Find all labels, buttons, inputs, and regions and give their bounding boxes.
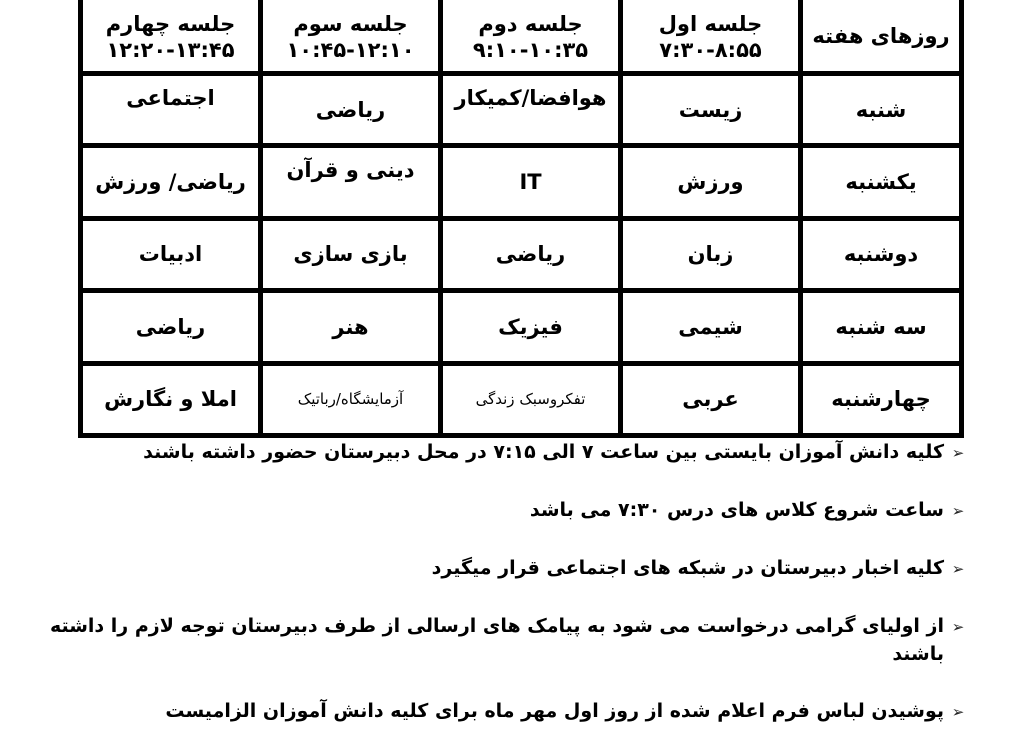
header-session-1 [623, 0, 798, 71]
session-time: ۷:۳۰-۸:۵۵ [659, 38, 762, 62]
class-cell: بازی سازی [263, 221, 438, 288]
day-cell: یکشنبه [803, 148, 959, 215]
class-cell: تفکروسبک زندگی [443, 366, 618, 433]
session-time: ۱۰:۴۵-۱۲:۱۰ [286, 38, 415, 62]
class-cell: ریاضی/ ورزش [83, 148, 258, 215]
session-time: ۹:۱۰-۱۰:۳۵ [472, 38, 589, 62]
class-cell: ریاضی [263, 76, 438, 143]
note-item [12, 697, 972, 726]
note-item [12, 612, 972, 668]
note-text: ساعت شروع کلاس های درس ۷:۳۰ می باشد [529, 499, 944, 521]
session-name: جلسه دوم [478, 11, 583, 36]
class-cell: IT [443, 148, 618, 215]
class-cell: زبان [623, 221, 798, 288]
day-cell: سه شنبه [803, 293, 959, 360]
arrow-bullet-icon: ➢ [951, 502, 965, 520]
class-cell: فیزیک [443, 293, 618, 360]
class-cell: آزمایشگاه/رباتیک [263, 366, 438, 433]
arrow-bullet-icon: ➢ [951, 560, 965, 578]
notes-list [12, 438, 972, 755]
note-text: پوشیدن لباس فرم اعلام شده از روز اول مهر ماه برای کلیه دانش آموزان الزامیست [165, 700, 944, 722]
class-cell: اجتماعی [83, 76, 258, 143]
session-name: جلسه اول [658, 11, 763, 36]
class-cell: ریاضی [83, 293, 258, 360]
header-session-2 [443, 0, 618, 71]
note-item [12, 496, 972, 525]
arrow-bullet-icon: ➢ [951, 618, 965, 636]
session-name: جلسه چهارم [105, 11, 236, 36]
class-cell: ورزش [623, 148, 798, 215]
arrow-bullet-icon: ➢ [951, 703, 965, 721]
day-cell: چهارشنبه [803, 366, 959, 433]
class-cell: دینی و قرآن [263, 148, 438, 215]
days-label: روزهای هفته [812, 24, 950, 48]
note-text: کلیه اخبار دبیرستان در شبکه های اجتماعی قرار میگیرد [431, 557, 944, 579]
header-session-3 [263, 0, 438, 71]
arrow-bullet-icon: ➢ [951, 444, 965, 462]
class-cell: ادبیات [83, 221, 258, 288]
class-cell: عربی [623, 366, 798, 433]
day-cell: شنبه [803, 76, 959, 143]
day-cell: دوشنبه [803, 221, 959, 288]
header-session-4 [83, 0, 258, 71]
class-cell: املا و نگارش [83, 366, 258, 433]
note-item [12, 554, 972, 583]
session-name: جلسه سوم [293, 11, 408, 36]
class-cell: هوافضا/کمیکار [443, 76, 618, 143]
session-time: ۱۲:۲۰-۱۳:۴۵ [106, 38, 235, 62]
note-text: کلیه دانش آموزان بایستی بین ساعت ۷ الی ۷:۱۵ در محل دبیرستان حضور داشته باشند [143, 441, 944, 463]
class-cell: زیست [623, 76, 798, 143]
schedule-table [78, 0, 964, 438]
note-text: از اولیای گرامی درخواست می شود به پیامک های ارسالی از طرف دبیرستان توجه لازم را داشته باشند [49, 615, 944, 665]
note-item [12, 438, 972, 467]
header-days [803, 0, 959, 71]
class-cell: شیمی [623, 293, 798, 360]
class-cell: هنر [263, 293, 438, 360]
class-cell: ریاضی [443, 221, 618, 288]
